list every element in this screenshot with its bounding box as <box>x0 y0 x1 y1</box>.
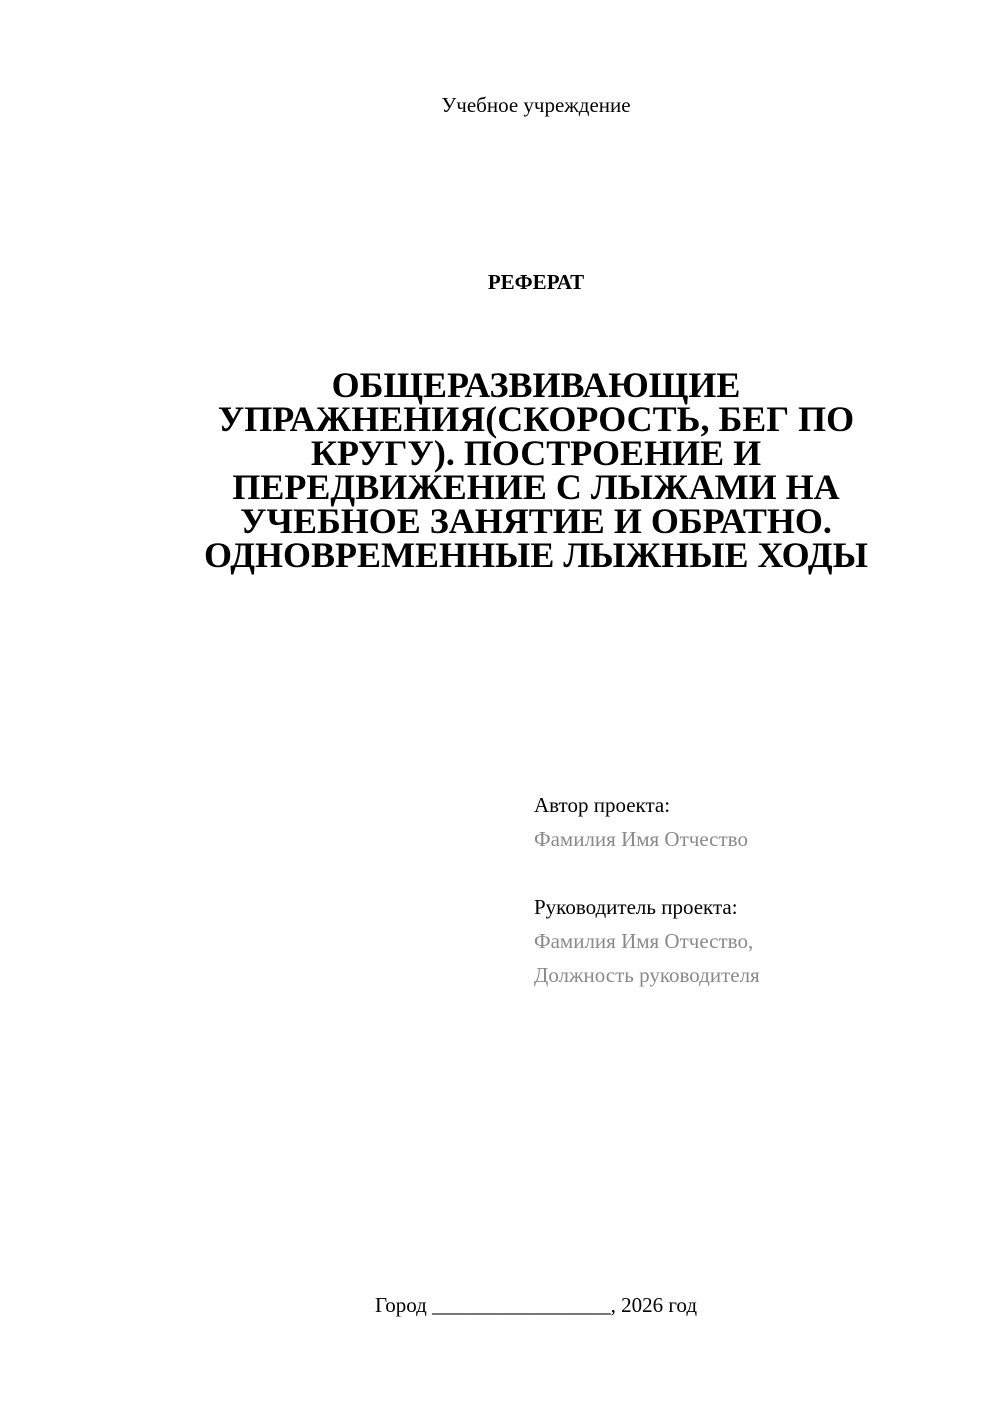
supervisor-position-placeholder: Должность руководителя <box>534 963 760 987</box>
author-name-placeholder: Фамилия Имя Отчество <box>534 827 748 851</box>
author-label: Автор проекта: <box>534 793 671 817</box>
title-line: ОДНОВРЕМЕННЫЕ ЛЫЖНЫЕ ХОДЫ <box>204 535 868 575</box>
document-type: РЕФЕРАТ <box>487 270 585 294</box>
spacer <box>534 856 974 890</box>
title-line: ПЕРЕДВИЖЕНИЕ С ЛЫЖАМИ НА <box>232 467 840 507</box>
document-title <box>150 365 922 575</box>
supervisor-label: Руководитель проекта: <box>534 895 738 919</box>
city-year-line: Город _________________, 2026 год <box>374 1293 698 1317</box>
title-line: КРУГУ). ПОСТРОЕНИЕ И <box>310 433 762 473</box>
title-line: УЧЕБНОЕ ЗАНЯТИЕ И ОБРАТНО. <box>240 501 832 541</box>
institution-name: Учебное учреждение <box>441 93 631 117</box>
title-line: ОБЩЕРАЗВИВАЮЩИЕ <box>331 365 741 405</box>
credits-block <box>534 788 974 992</box>
supervisor-name-placeholder: Фамилия Имя Отчество, <box>534 929 754 953</box>
title-line: УПРАЖНЕНИЯ(СКОРОСТЬ, БЕГ ПО <box>217 399 855 439</box>
